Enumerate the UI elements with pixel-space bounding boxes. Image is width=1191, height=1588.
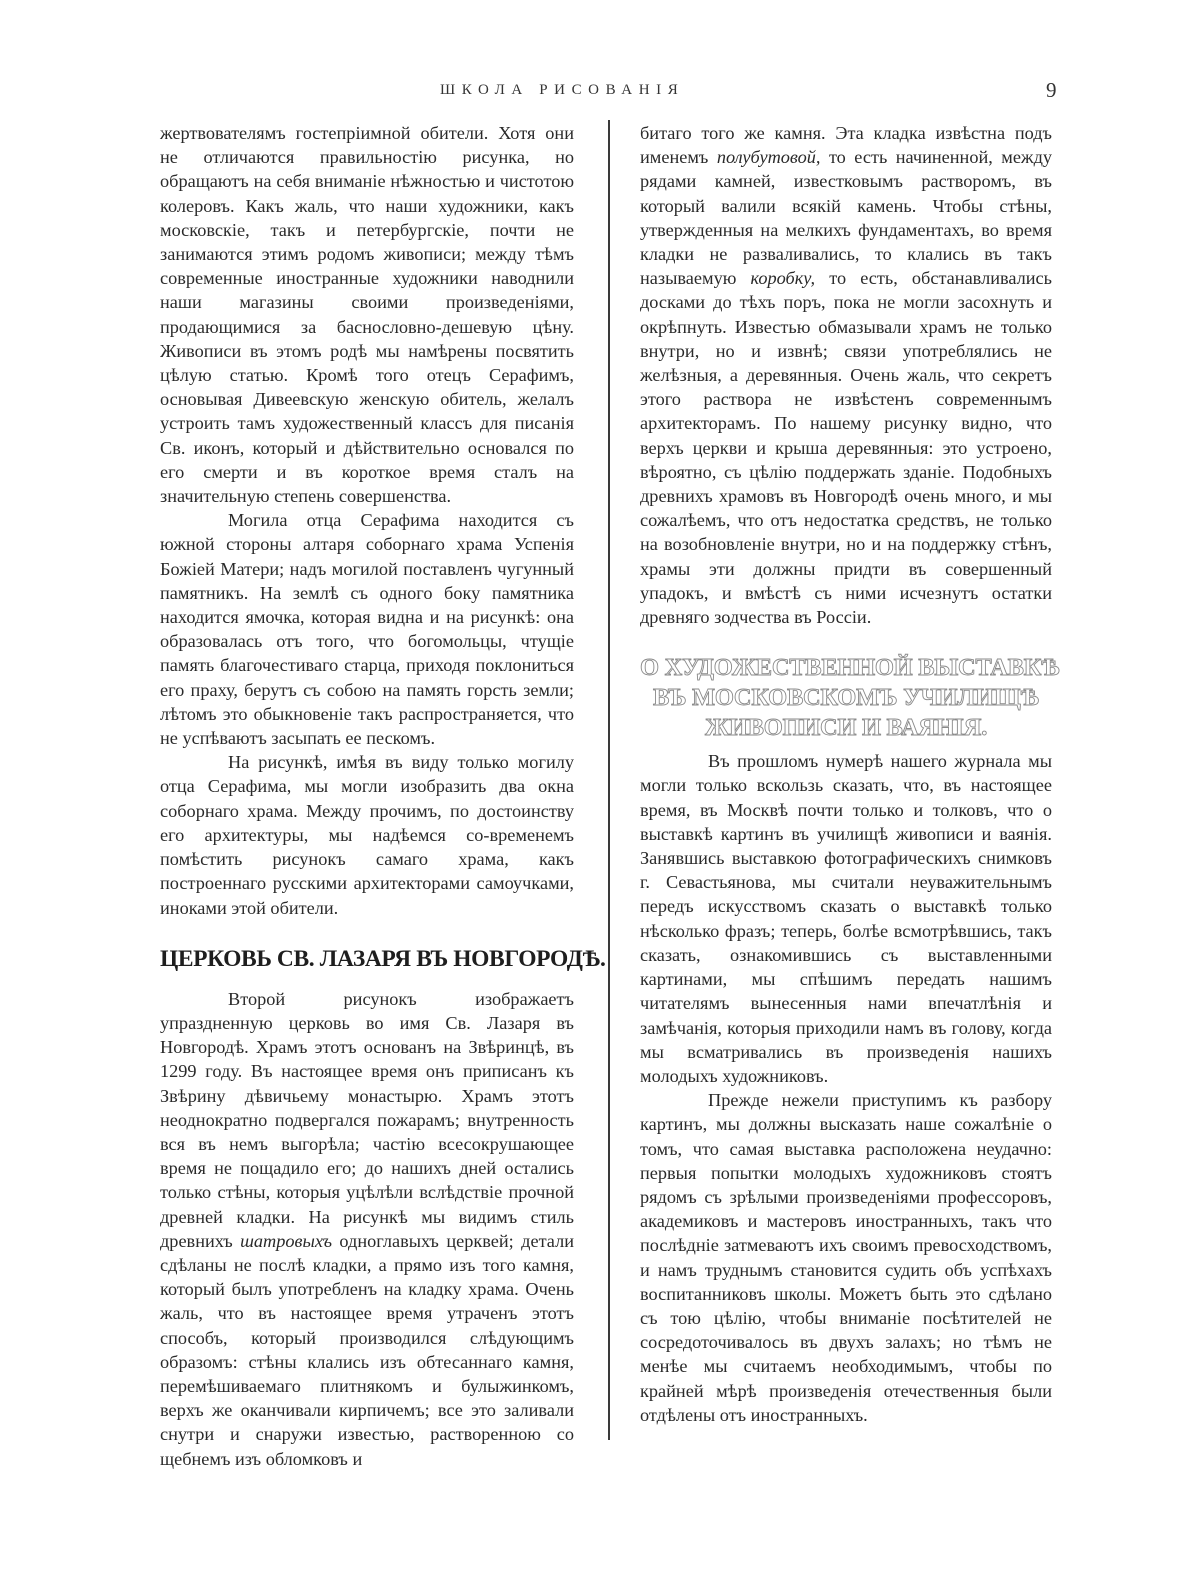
paragraph: Въ прошломъ нумерѣ нашего журнала мы могли только вскользь сказать, что, въ настоящее время, въ Москвѣ почти только и толковъ, что о выставкѣ картинъ въ училищѣ живописи и ваянія. Занявшись выставкою фотографическихъ снимковъ г. Севастьянова, мы считали неуважительнымъ передъ искусствомъ сказать о выставкѣ только нѣсколько фразъ; теперь, болѣе всмотрѣвшись, такъ сказать, ознакомившись съ выставленными картинами, мы спѣшимъ передать нашимъ читателямъ вынесенныя нами впечатлѣнія и замѣчанія, которыя приходили намъ въ голову, когда мы всматривались въ произведенія нашихъ молодыхъ художниковъ. [640,751,1052,1086]
heading-line: О ХУДОЖЕСТВЕННОЙ ВЫСТАВКѢ [640,654,1060,682]
column-divider [608,120,610,1440]
left-column [160,121,606,1471]
right-column [640,121,1060,1427]
paragraph [640,121,1052,629]
italic-term: полубутовой, [716,147,821,168]
heading-line: ЖИВОПИСИ И ВАЯНІЯ. [704,714,988,742]
paragraph-text: одноглавыхъ церквей; детали сдѣланы не послѣ кладки, а прямо изъ того камня, который былъ употребленъ на кладку храма. Очень жаль, что въ настоящее время утраченъ этотъ способъ, который производился слѣдующимъ образомъ: стѣны клались изъ обтесаннаго камня, перемѣшиваемаго плитнякомъ и булыжинкомъ, верхъ же оканчивали кирпичемъ; все это заливали снутри и снаружи известью, растворенною со щебнемъ изъ обломковъ и [160,1230,574,1469]
section-heading-art-exhibition [640,653,1060,743]
running-header [0,78,1191,106]
paragraph-text: то есть, обстанавливались досками до тѣхъ поръ, пока не могли засохнуть и окрѣпнуть. Известью обмазывали храмъ не только внутри, но и извнѣ; связи употреблялись не желѣзныя, а деревянныя. Очень жаль, что секретъ этого раствора не извѣстенъ современнымъ архитекторамъ. По нашему рисунку видно, что верхъ церкви и крыша деревянныя: это устроено, вѣроятно, съ цѣлію поддержать зданіе. Подобныхъ древнихъ храмовъ въ Новгородѣ очень много, и мы сожалѣемъ, что отъ недостатка средствъ, не только на возобновленіе внутри, но и на поддержку стѣнъ, храмы эти должны придти въ совершенный упадокъ, и вмѣстѣ съ ними исчезнутъ остатки древняго зодчества въ Россіи. [640,268,1052,628]
running-title: ШКОЛА РИСОВАНІЯ [440,82,685,98]
section-heading-lazarus-church: ЦЕРКОВЬ СВ. ЛАЗАРЯ ВЪ НОВГОРОДѢ. [160,945,606,972]
paragraph-text: битаго того же камня. Эта кладка извѣстна подъ именемъ [640,123,1052,168]
paragraph-text: Второй рисунокъ изображаетъ упраздненную церковь во имя Св. Лазаря въ Новгородѣ. Храмъ этотъ основанъ на Звѣринцѣ, въ 1299 году. Въ настоящее время онъ приписанъ къ Звѣрину дѣвичьему монастырю. Храмъ этотъ неоднократно подвергался пожарамъ; внутренность вся въ немъ выгорѣла; частію всесокрушающее время не пощадило его; до нашихъ дней остались только стѣны, которыя уцѣлѣли вслѣдствіе прочной древней кладки. На рисункѣ мы видимъ стиль древнихъ [160,988,574,1251]
italic-term: коробку, [750,268,816,289]
paragraph: Могила отца Серафима находится съ южной стороны алтаря соборнаго храма Успенія Божіей Матери; надъ могилой поставленъ чугунный памятникъ. На землѣ съ одного боку памятника находится ямочка, которая видна и на рисункѣ: она образовалась отъ того, что богомольцы, чтущіе память благочестиваго старца, приходя поклониться его праху, берутъ съ собою на память горсть земли; лѣтомъ это обыкновеніе такъ распространяется, что не успѣваютъ засыпать ее пескомъ. [160,510,574,749]
paragraph: Прежде нежели приступимъ къ разбору картинъ, мы должны высказать наше сожалѣніе о томъ, что самая выставка расположена неудачно: первыя попытки молодыхъ художниковъ стоятъ рядомъ съ зрѣлыми произведеніями профессоровъ, академиковъ и мастеровъ иностранныхъ, такъ что послѣдніе затмеваютъ ихъ своимъ превосходствомъ, и намъ труднымъ становится судить объ успѣхахъ воспитанниковъ школы. Можетъ быть это сдѣлано съ тою цѣлію, чтобы вниманіе посѣтителей не сосредоточивалось въ двухъ залахъ; но тѣмъ не менѣе мы считаемъ необходимымъ, чтобы по крайней мѣрѣ произведенія отечественныя были отдѣлены отъ иностранныхъ. [640,1090,1052,1425]
page-number: 9 [1046,78,1057,102]
heading-line: ВЪ МОСКОВСКОМЪ УЧИЛИЩѢ [653,684,1039,712]
paragraph-text: то есть начиненной, между рядами камней, известковымъ растворомъ, въ который валили всякій камень. Чтобы стѣны, утвержденныя на мелкихъ фундаментахъ, во время кладки не разваливались, то клались въ такъ называемую [640,147,1053,289]
italic-term: шатровыхъ [240,1230,332,1251]
paragraph: жертвователямъ гостепріимной обители. Хотя они не отличаются правильностію рисунка, но обращаютъ на себя вниманіе нѣжностью и чистотою колеровъ. Какъ жаль, что наши художники, какъ московскіе, такъ и петербургскіе, почти не занимаются этимъ родомъ живописи; между тѣмъ современные иностранные художники наводнили наши магазины своими произведеніями, продающимися за баснословно-дешевую цѣну. Живописи въ этомъ родѣ мы намѣрены посвятить цѣлую статью. Кромѣ того отецъ Серафимъ, основывая Дивеевскую женскую обитель, желалъ устроить тамъ художественный классъ для писанія Св. иконъ, который и дѣйствительно основался по его смерти и въ короткое время сталъ на значительную степень совершенства. [160,123,574,507]
paragraph: На рисункѣ, имѣя въ виду только могилу отца Серафима, мы могли изобразить два окна соборнаго храма. Между прочимъ, по достоинству его архитектуры, мы надѣемся со-временемъ помѣстить рисунокъ самаго храма, какъ построеннаго русскими архитекторами самоучками, иноками этой обители. [160,752,574,918]
paragraph [160,987,574,1471]
